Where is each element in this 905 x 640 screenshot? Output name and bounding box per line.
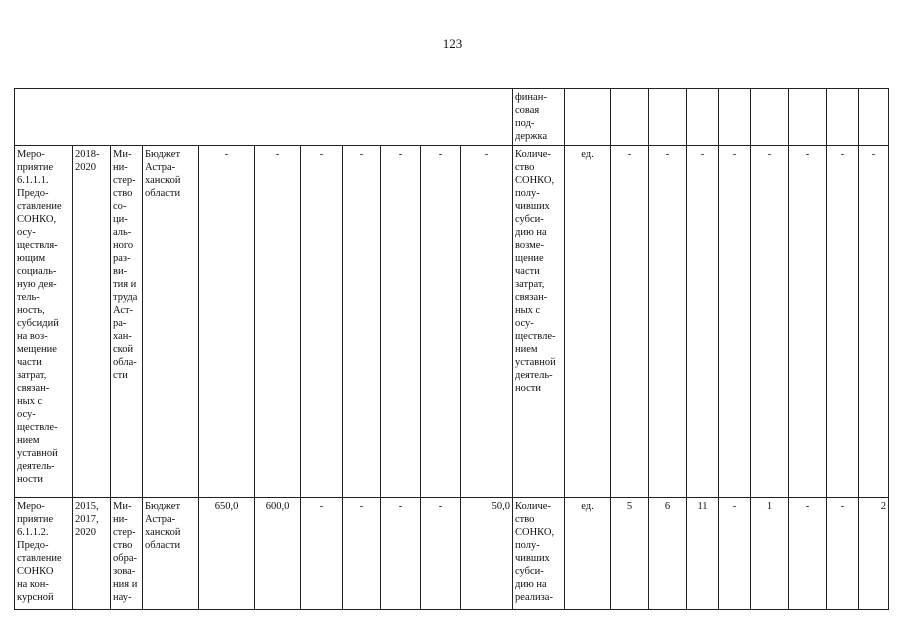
amount-cell: 650,0 [199,498,255,610]
executor-cell: Ми- ни- стер- ство со- ци- аль- ного раз- ви- тия и труда Аст- ра- хан- ской обла- сти [111,146,143,498]
amount-cell: - [199,146,255,498]
indicator-cell: Количе- ство СОНКО, полу- чивших субси- дию на реализа- [513,498,565,610]
value-cell: 2 [859,498,889,610]
years-cell: 2018- 2020 [73,146,111,498]
value-cell: - [719,146,751,498]
value-cell: - [611,146,649,498]
page-number: 123 [442,36,463,51]
value-cell: - [789,498,827,610]
event-cell: Меро- приятие 6.1.1.2. Предо- ставление СОНКО на кон- курсной [15,498,73,610]
amount-cell: - [301,146,343,498]
amount-cell: - [343,498,381,610]
amount-cell: 600,0 [255,498,301,610]
years-cell: 2015, 2017, 2020 [73,498,111,610]
indicator-header-cell: финан- совая под- держка [513,89,565,146]
amount-cell: - [461,146,513,498]
value-cell: - [687,146,719,498]
amount-cell: - [255,146,301,498]
empty-header-cell [15,89,513,146]
table-row [15,146,889,498]
amount-cell: - [381,498,421,610]
amount-cell: - [343,146,381,498]
table-row [15,498,889,610]
value-cell: 5 [611,498,649,610]
executor-cell: Ми- ни- стер- ство обра- зова- ния и нау- [111,498,143,610]
value-cell: - [789,146,827,498]
value-cell: - [649,146,687,498]
value-cell: - [719,498,751,610]
event-cell: Меро- приятие 6.1.1.1. Предо- ставление СОНКО, осу- ществля- ющим социаль- ную дея- тель- ность, субсидий на воз- мещение части затрат, связан- ных с осу- ществле- нием уставной деятель- ности [15,146,73,498]
value-cell: - [827,498,859,610]
program-table [14,88,889,610]
source-cell: Бюджет Астра- ханской области [143,498,199,610]
source-cell: Бюджет Астра- ханской области [143,146,199,498]
amount-cell: - [421,498,461,610]
value-cell: - [827,146,859,498]
amount-cell: - [301,498,343,610]
header-fragment-row [15,89,889,146]
unit-cell: ед. [565,146,611,498]
value-cell: 1 [751,498,789,610]
value-cell: 6 [649,498,687,610]
unit-cell: ед. [565,498,611,610]
value-cell: 11 [687,498,719,610]
amount-cell: - [381,146,421,498]
value-cell: - [859,146,889,498]
value-cell: - [751,146,789,498]
indicator-cell: Количе- ство СОНКО, полу- чивших субси- дию на возме- щение части затрат, связан- ных с осу- ществле- нием уставной деятель- ности [513,146,565,498]
amount-cell: 50,0 [461,498,513,610]
amount-cell: - [421,146,461,498]
